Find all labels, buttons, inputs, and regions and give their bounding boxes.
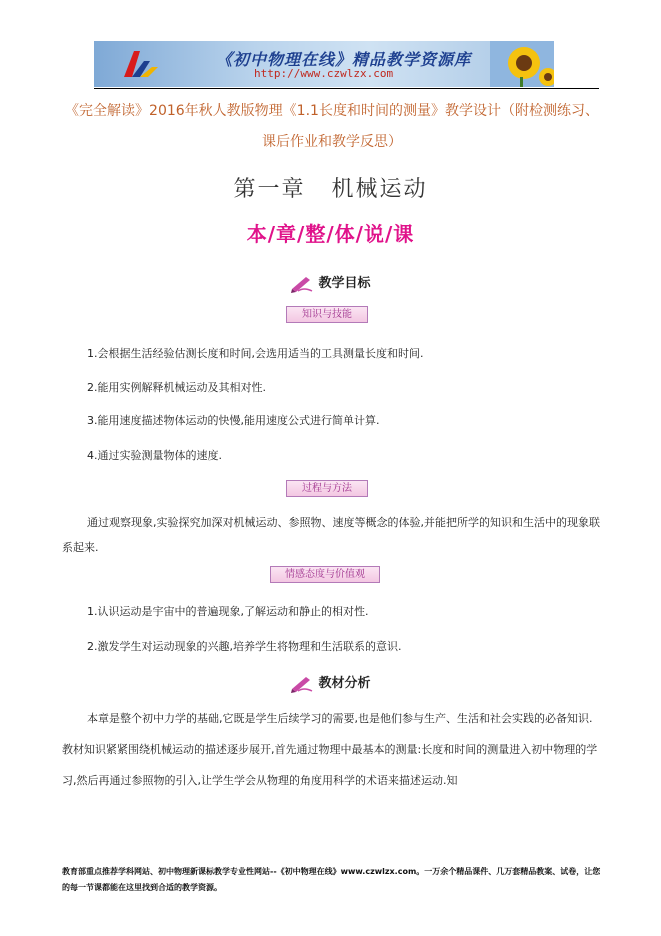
header-divider [94, 88, 599, 89]
sunflower-image [490, 41, 554, 87]
document-title: 《完全解读》2016年秋人教版物理《1.1长度和时间的测量》教学设计（附检测练习、课后作业和教学反思） [65, 103, 599, 150]
chapter-name: 机械运动 [331, 177, 428, 202]
knowledge-item: 4.通过实验测量物体的速度. [87, 449, 222, 462]
chapter-heading [0, 172, 661, 203]
knowledge-skills-tag: 知识与技能 [286, 306, 368, 323]
knowledge-item: 1.会根据生活经验估测长度和时间,会选用适当的工具测量长度和时间. [87, 347, 424, 360]
chapter-overview-title: 本/章/整/体/说/课 [246, 222, 415, 246]
banner-url[interactable]: http://www.czwlzx.com [254, 67, 394, 80]
process-methods-tag: 过程与方法 [286, 480, 368, 497]
attitude-item: 2.激发学生对运动现象的兴趣,培养学生将物理和生活联系的意识. [87, 640, 402, 653]
attitude-values-tag: 情感态度与价值观 [270, 566, 380, 583]
banner-title: 《初中物理在线》精品教学资源库 [216, 50, 472, 69]
teaching-goals-label: 教学目标 [318, 276, 371, 291]
page-footer: 教育部重点推荐学科网站、初中物理新课标教学专业性网站--《初中物理在线》www.czwlzx.com。一万余个精品课件、几万套精品教案、试卷，让您的每一节课都能在这里找到合适的教学资源。 [62, 867, 601, 892]
knowledge-item: 3.能用速度描述物体运动的快慢,能用速度公式进行简单计算. [87, 414, 380, 427]
pen-icon [290, 675, 314, 693]
knowledge-item: 2.能用实例解释机械运动及其相对性. [87, 381, 266, 394]
textbook-analysis-label: 教材分析 [318, 676, 371, 691]
teaching-goals-heading [0, 272, 661, 293]
site-logo-icon [120, 47, 160, 83]
textbook-analysis-text: 本章是整个初中力学的基础,它既是学生后续学习的需要,也是他们参与生产、生活和社会实践的必备知识.教材知识紧紧围绕机械运动的描述逐步展开,首先通过物理中最基本的测量:长度和时间的测量进入初中物理的学习,然后再通过参照物的引入,让学生学会从物理的角度用科学的术语来描述运动.知 [62, 712, 598, 787]
attitude-item: 1.认识运动是宇宙中的普遍现象,了解运动和静止的相对性. [87, 605, 369, 618]
textbook-analysis-heading [0, 672, 661, 693]
chapter-number: 第一章 [233, 177, 306, 202]
pen-icon [290, 275, 314, 293]
process-methods-text: 通过观察现象,实验探究加深对机械运动、参照物、速度等概念的体验,并能把所学的知识和生活中的现象联系起来. [62, 516, 600, 554]
header-banner [94, 41, 554, 87]
